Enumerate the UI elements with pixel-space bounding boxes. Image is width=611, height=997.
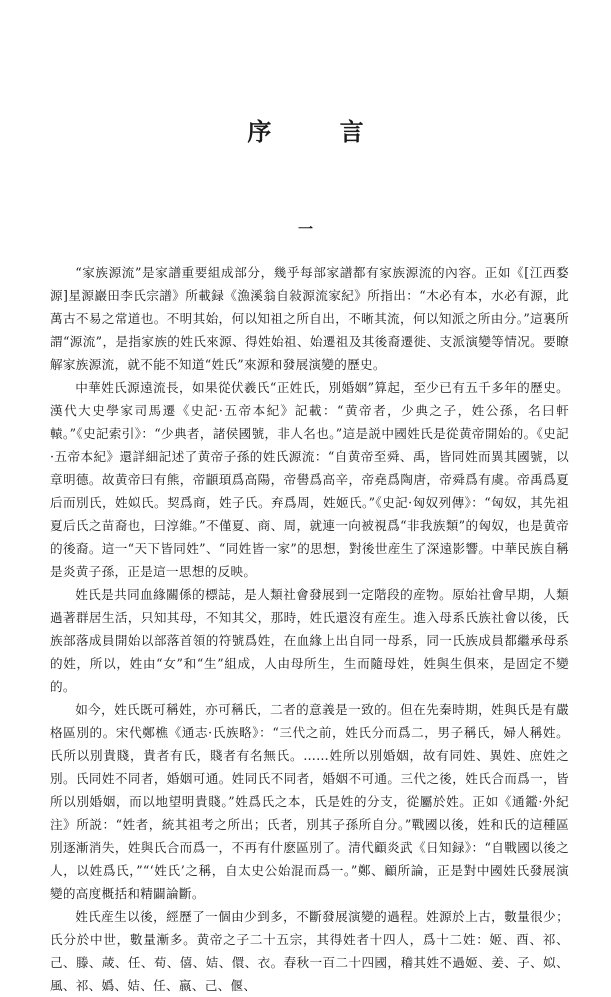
page-title: 序 言 [247, 117, 394, 146]
paragraph-4: 如今，姓氏既可稱姓，亦可稱氏，二者的意義是一致的。但在先秦時期，姓與氏是有嚴格區別的。宋代鄭樵《通志·氏族略》：“三代之前，姓氏分而爲二，男子稱氏，婦人稱姓。氏所以別貴賤，貴者有氏，賤者有名無氏。……姓所以別婚姻，故有同姓、異姓、庶姓之別。氏同姓不同者，婚姻可通。姓同氏不同者，婚姻不可通。三代之後，姓氏合而爲一，皆所以別婚姻，而以地望明貴賤。”姓爲氏之本，氏是姓的分支，從屬於姓。正如《通鑑·外紀注》所説：“姓者，統其祖考之所出；氏者，別其子孫所自分。”戰國以後，姓和氏的這種區別逐漸消失，姓與氏合而爲一，不再有什麽區別了。清代顧炎武《日知録》：“自戰國以後之人，以姓爲氏，”“‘姓氏’之稱，自太史公始混而爲一。”鄭、顧所論，正是對中國姓氏發展演變的高度概括和精闢論斷。 [50, 702, 569, 901]
paragraph-5: 姓氏産生以後，經歷了一個由少到多，不斷發展演變的過程。姓源於上古，數量很少；氏分於中世，數量漸多。黄帝之子二十五宗，其得姓者十四人，爲十二姓：姬、酉、祁、己、滕、葴、任、荀、僖、姞、儇、衣。春秋一百二十四國，稽其姓不過姬、姜、子、姒、風、祁、嬀、姞、任、嬴、己、偃、 [50, 909, 569, 993]
paragraph-2: 中華姓氏源遠流長，如果從伏羲氏“正姓氏，別婚姻”算起，至少已有五千多年的歷史。漢代大史學家司馬遷《史記·五帝本紀》記載：“黄帝者，少典之子，姓公孫，名曰軒轅。”《史記索引》：“少典者，諸侯國號，非人名也。”這是説中國姓氏是從黄帝開始的。《史記·五帝本紀》還詳細記述了黄帝子孫的姓氏源流：“自黄帝至舜、禹，皆同姓而異其國號，以章明德。故黄帝曰有熊，帝顓頊爲高陽，帝嚳爲高辛，帝堯爲陶唐，帝舜爲有虞。帝禹爲夏后而別氏，姓姒氏。契爲商，姓子氏。弃爲周，姓姬氏。”《史記·匈奴列傳》：“匈奴，其先祖夏后氏之苗裔也，曰淳維。”不僅夏、商、周，就連一向被視爲“非我族類”的匈奴，也是黄帝的後裔。這一“天下皆同姓”、“同姓皆一家”的思想，對後世産生了深遠影響。中華民族自稱是炎黄子孫，正是這一思想的反映。 [50, 380, 569, 579]
paragraph-3: 姓氏是共同血緣關係的標誌，是人類社會發展到一定階段的産物。原始社會早期，人類過著群居生活，只知其母，不知其父，那時，姓氏還沒有産生。進入母系氏族社會以後，氏族部落成員開始以部落首領的符號爲姓，在血緣上出自同一母系，同一氏族成員都繼承母系的姓，所以，姓由“女”和“生”組成，人由母所生，生而隨母姓，姓與生俱來，是固定不變的。 [50, 587, 569, 694]
section-number: 一 [297, 220, 313, 238]
body-text [50, 261, 569, 997]
paragraph-1: “家族源流”是家譜重要組成部分，幾乎每部家譜都有家族源流的內容。正如《[江西婺源]星源巖田李氏宗譜》所載録《漁溪翁自敍源流家紀》所指出：“木必有本，水必有源，此萬古不易之常道也。不明其始，何以知祖之所自出，不晰其流，何以知派之所由分。”這裏所謂“源流”，是指家族的姓氏來源、得姓始祖、始遷祖及其後裔遷徙、支派演變等情况。要瞭解家族源流，就不能不知道“姓氏”來源和發展演變的歷史。 [50, 265, 569, 372]
